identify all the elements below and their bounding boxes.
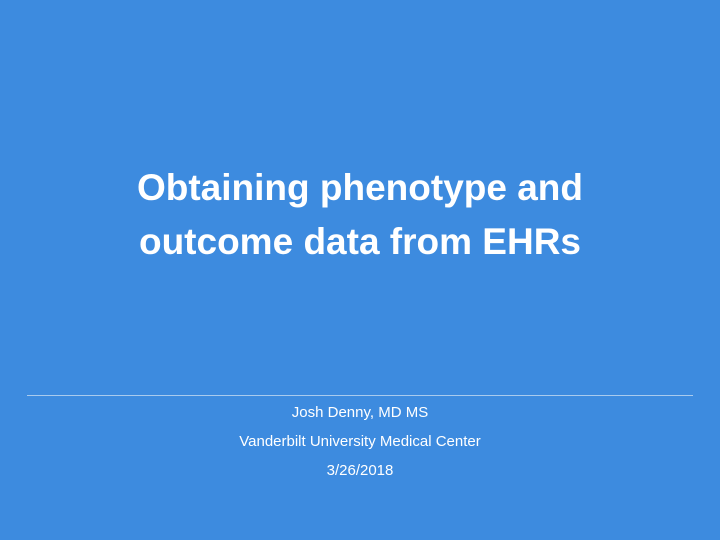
slide-title	[40, 150, 680, 280]
presenter-name: Josh Denny, MD MS	[291, 404, 429, 421]
slide-title-line-1: Obtaining phenotype and	[136, 167, 584, 208]
slide-title-line-2: outcome data from EHRs	[138, 221, 581, 262]
presentation-date: 3/26/2018	[326, 462, 394, 479]
slide-subtitle	[60, 396, 660, 485]
presenter-affiliation: Vanderbilt University Medical Center	[239, 433, 481, 450]
